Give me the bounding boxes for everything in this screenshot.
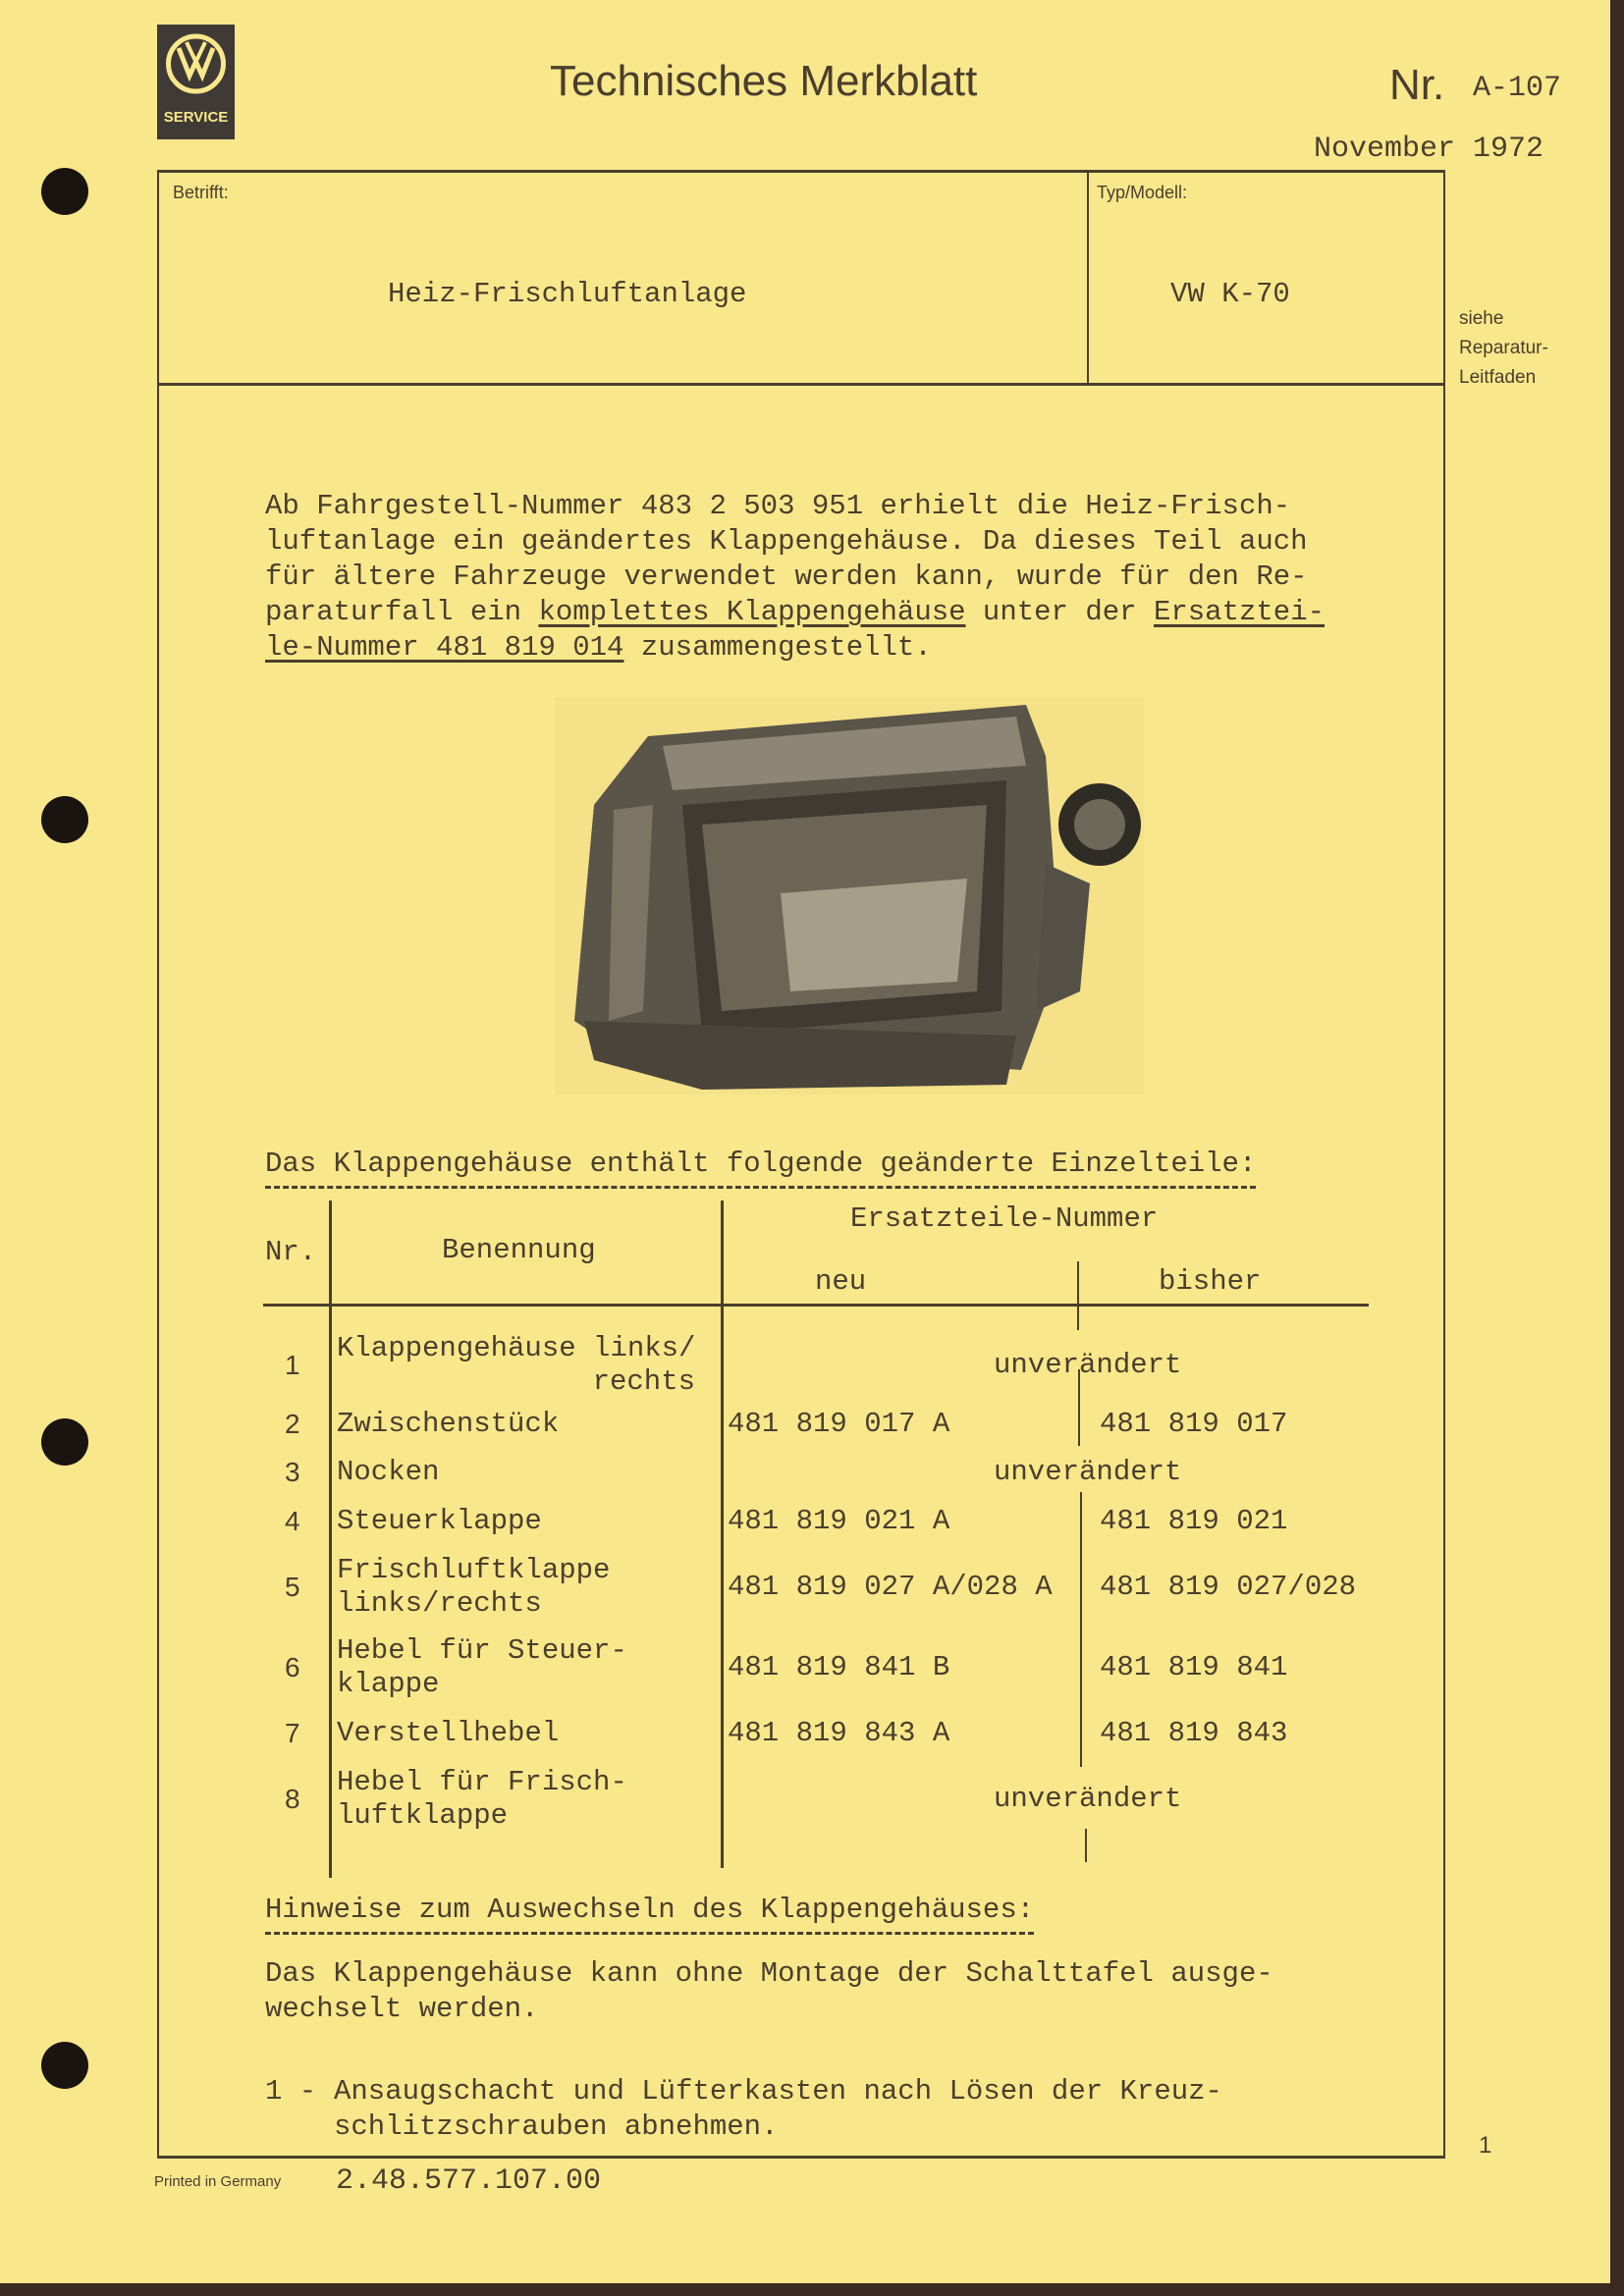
text: paraturfall ein [265, 596, 539, 628]
row-name: Verstellhebel [337, 1717, 560, 1749]
col-header-benennung: Benennung [442, 1234, 596, 1266]
row-nr: 1 [285, 1350, 300, 1380]
page-number: 1 [1479, 2132, 1492, 2159]
underlined-text: komplettes Klappengehäuse [538, 596, 966, 628]
intro-line: für ältere Fahrzeuge verwendet werden kann, wurde für den Re- [265, 561, 1308, 593]
row-unchanged: unverändert [994, 1456, 1182, 1488]
row-name: Zwischenstück [337, 1408, 560, 1440]
punch-hole [41, 1418, 88, 1466]
row-part-neu: 481 819 021 A [728, 1505, 950, 1537]
row-unchanged: unverändert [994, 1783, 1182, 1815]
row-part-neu: 481 819 027 A/028 A [728, 1571, 1053, 1603]
col-header-neu: neu [815, 1265, 867, 1298]
row-part-neu: 481 819 017 A [728, 1408, 950, 1440]
step-line: Ansaugschacht und Lüfterkasten nach Lösen der Kreuz- [334, 2075, 1222, 2108]
punch-hole [41, 796, 88, 843]
betrifft-value: Heiz-Frischluftanlage [388, 278, 747, 310]
typ-value: VW K-70 [1170, 278, 1290, 310]
notes-paragraph [265, 1956, 1273, 2027]
frame-left [157, 170, 159, 2158]
notes-line: wechselt werden. [265, 1993, 539, 2025]
table-col-divider [1077, 1261, 1079, 1330]
row-part-bisher: 481 819 841 [1100, 1651, 1288, 1683]
row-name: links/rechts [337, 1587, 542, 1620]
document-date: November 1972 [1314, 133, 1544, 166]
typ-label: Typ/Modell: [1097, 183, 1188, 202]
row-nr: 3 [285, 1457, 300, 1487]
row-nr: 8 [285, 1784, 300, 1814]
row-part-bisher: 481 819 017 [1100, 1408, 1288, 1440]
row-part-bisher: 481 819 843 [1100, 1717, 1288, 1749]
row-nr: 4 [285, 1506, 300, 1536]
intro-line: Ab Fahrgestell-Nummer 483 2 503 951 erhielt die Heiz-Frisch- [265, 490, 1291, 522]
document-number: A-107 [1473, 72, 1562, 105]
underlined-text: Ersatztei- [1153, 596, 1325, 628]
step-line: schlitzschrauben abnehmen. [334, 2110, 779, 2143]
col-header-ersatzteile: Ersatzteile-Nummer [850, 1202, 1159, 1235]
row-name: Klappengehäuse links/ [337, 1332, 696, 1364]
table-heading: Das Klappengehäuse enthält folgende geänderte Einzelteile: [265, 1147, 1256, 1189]
row-unchanged: unverändert [994, 1349, 1182, 1381]
print-code: 2.48.577.107.00 [336, 2164, 602, 2198]
side-note [1459, 304, 1548, 393]
row-name: Steuerklappe [337, 1505, 542, 1537]
row-part-neu: 481 819 841 B [728, 1651, 950, 1683]
row-name: klappe [337, 1668, 440, 1700]
document-title: Technisches Merkblatt [550, 57, 978, 105]
intro-paragraph [265, 489, 1325, 666]
row-nr: 2 [285, 1409, 300, 1439]
intro-line: luftanlage ein geändertes Klappengehäuse. Da dieses Teil auch [265, 525, 1308, 558]
step-number: 1 - [265, 2075, 317, 2108]
klappengehaeuse-photo [555, 697, 1144, 1095]
table-col-divider [329, 1201, 332, 1878]
punch-hole [41, 168, 88, 215]
row-name: luftklappe [337, 1799, 509, 1832]
row-name: Nocken [337, 1456, 440, 1488]
text: unter der [965, 596, 1154, 628]
side-note-line: Leitfaden [1459, 367, 1537, 388]
row-part-bisher: 481 819 021 [1100, 1505, 1288, 1537]
row-name: Hebel für Frisch- [337, 1766, 627, 1798]
nr-label: Nr. [1389, 61, 1445, 109]
frame-bottom [157, 2156, 1445, 2159]
vw-logo-icon [157, 25, 235, 103]
text: zusammengestellt. [623, 631, 932, 664]
table-header-rule [263, 1304, 1369, 1307]
punch-hole [41, 2042, 88, 2089]
frame-right [1443, 170, 1445, 2158]
part-number-underlined: le-Nummer 481 819 014 [265, 631, 624, 664]
row-name: Frischluftklappe [337, 1554, 611, 1586]
frame-header-split [1087, 170, 1089, 385]
frame-top [157, 170, 1445, 173]
row-nr: 5 [285, 1572, 300, 1602]
side-note-line: siehe [1459, 308, 1504, 329]
row-part-bisher: 481 819 027/028 [1100, 1571, 1357, 1603]
step-text [334, 2074, 1222, 2145]
row-nr: 7 [285, 1718, 300, 1748]
row-name: Hebel für Steuer- [337, 1634, 627, 1667]
table-col-divider [721, 1201, 724, 1868]
logo-text: SERVICE [163, 109, 229, 126]
table-col-divider [1080, 1492, 1082, 1767]
betrifft-label: Betrifft: [173, 183, 229, 202]
col-header-nr: Nr. [265, 1236, 317, 1268]
frame-header-divider [157, 383, 1445, 386]
notes-line: Das Klappengehäuse kann ohne Montage der Schalttafel ausge- [265, 1957, 1273, 1990]
col-header-bisher: bisher [1159, 1265, 1262, 1298]
printed-in-germany: Printed in Germany [154, 2173, 282, 2190]
side-note-line: Reparatur- [1459, 338, 1548, 358]
row-nr: 6 [285, 1652, 300, 1682]
notes-heading: Hinweise zum Auswechseln des Klappengehäuses: [265, 1893, 1034, 1935]
row-part-neu: 481 819 843 A [728, 1717, 950, 1749]
row-name: rechts [592, 1365, 695, 1398]
intro-line [265, 630, 1325, 666]
intro-line [265, 595, 1325, 630]
vw-service-logo [157, 25, 235, 139]
table-col-divider [1085, 1829, 1087, 1862]
